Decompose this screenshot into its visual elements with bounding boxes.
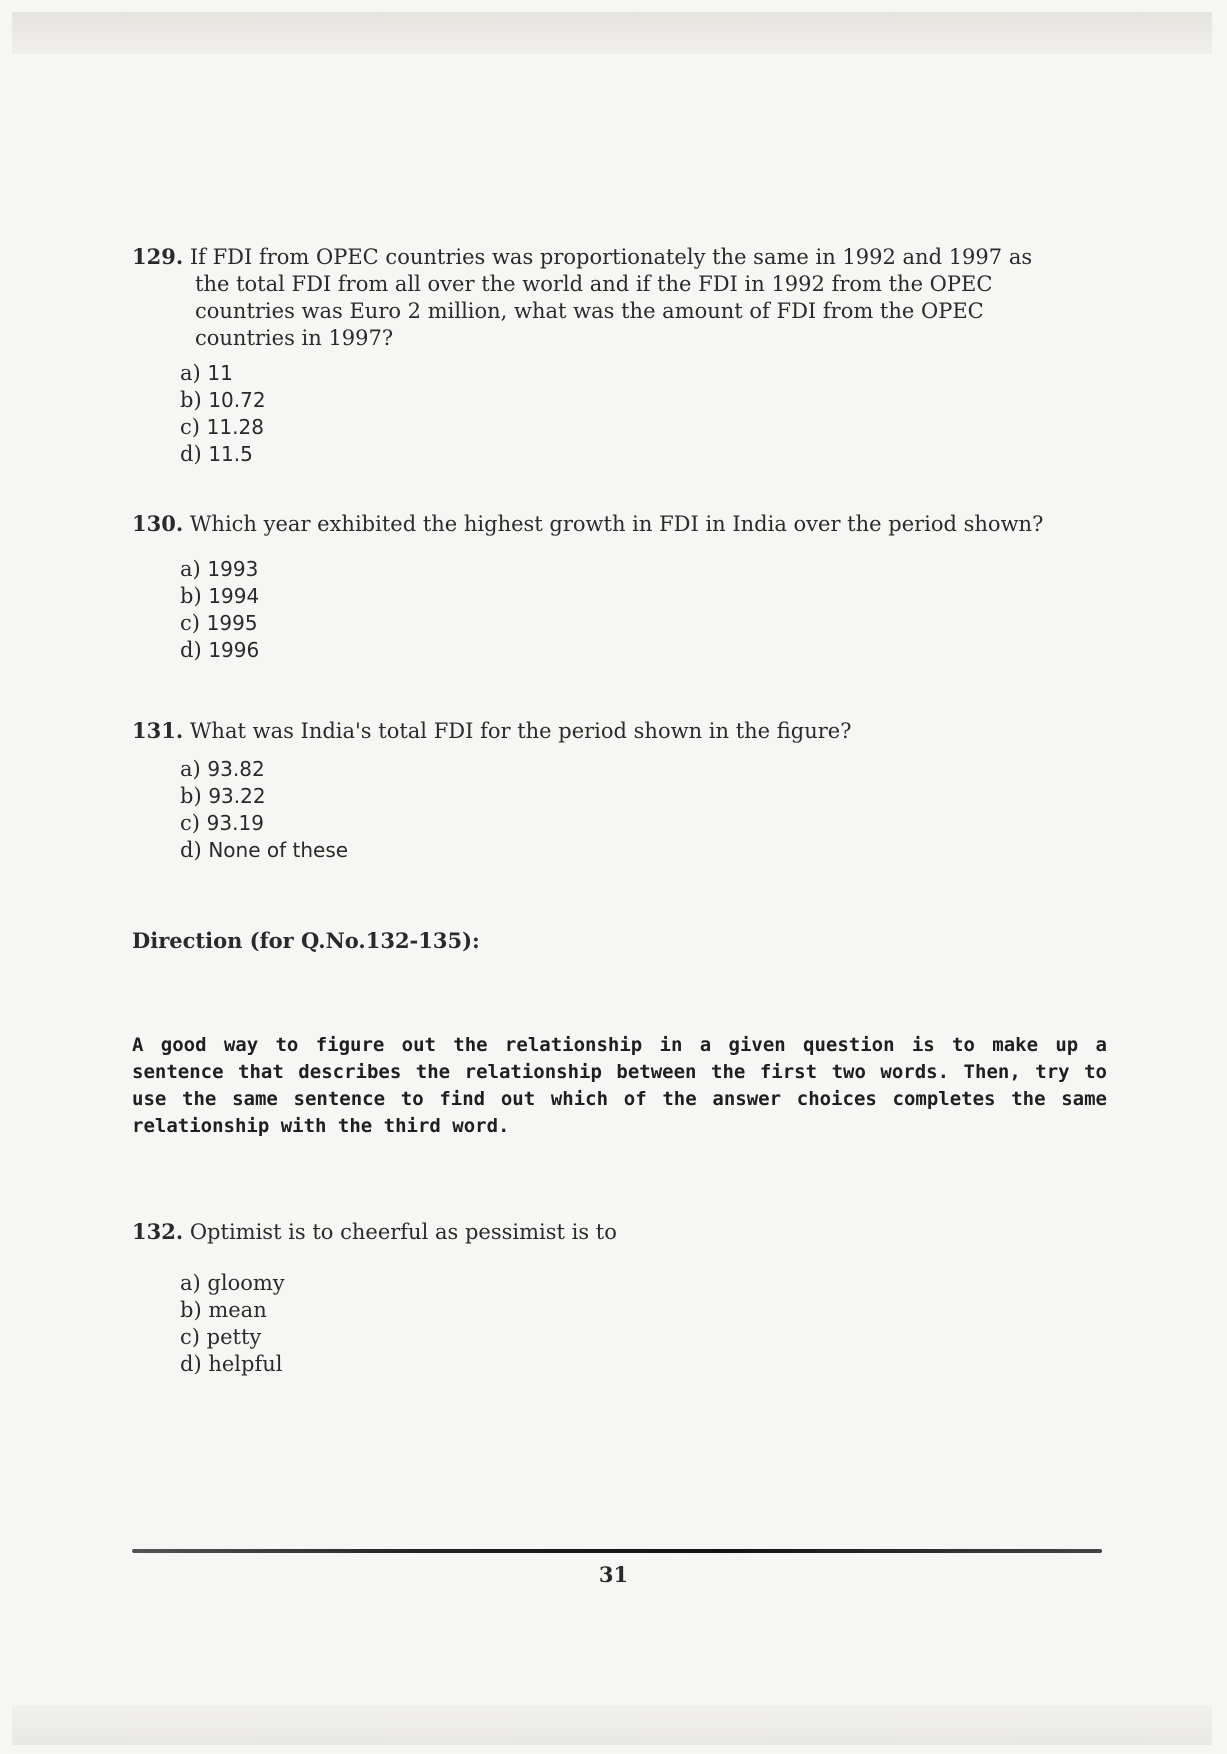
option-c: c) 1995 bbox=[180, 611, 258, 635]
question-stem: Which year exhibited the highest growth in FDI in India over the period shown? bbox=[189, 512, 1044, 536]
question-number: 130. bbox=[132, 511, 184, 536]
page-number: 31 bbox=[598, 1562, 629, 1587]
question-stem: Optimist is to cheerful as pessimist is to bbox=[189, 1220, 617, 1244]
instruction-paragraph: A good way to figure out the relationship in a given question is to make up a sentence that describes the relationship between the first two words. Then, try to use the same sentence to find out which of the answer choices completes the same relationship with the third word. bbox=[132, 1034, 1107, 1137]
question-number: 129. bbox=[132, 244, 184, 269]
option-b: b) 93.22 bbox=[180, 784, 266, 808]
question-number: 132. bbox=[132, 1219, 184, 1244]
question-129 bbox=[132, 243, 1092, 352]
options-132 bbox=[180, 1270, 285, 1378]
question-stem: What was India's total FDI for the period shown in the figure? bbox=[189, 719, 852, 743]
option-c: c) petty bbox=[180, 1325, 262, 1349]
options-130 bbox=[180, 556, 259, 664]
option-d: d) helpful bbox=[180, 1352, 283, 1376]
question-132 bbox=[132, 1218, 1092, 1246]
option-d: d) None of these bbox=[180, 838, 349, 862]
option-d: d) 11.5 bbox=[180, 442, 253, 466]
question-stem: countries in 1997? bbox=[195, 326, 394, 350]
question-130 bbox=[132, 510, 1092, 538]
footer-rule bbox=[132, 1549, 1102, 1553]
options-131 bbox=[180, 756, 348, 864]
options-129 bbox=[180, 360, 266, 468]
option-a: a) 11 bbox=[180, 361, 233, 385]
option-d: d) 1996 bbox=[180, 638, 260, 662]
option-b: b) mean bbox=[180, 1298, 267, 1322]
option-b: b) 1994 bbox=[180, 584, 260, 608]
option-a: a) 1993 bbox=[180, 557, 259, 581]
question-stem: the total FDI from all over the world and if the FDI in 1992 from the OPEC bbox=[195, 272, 993, 296]
question-stem: countries was Euro 2 million, what was the amount of FDI from the OPEC bbox=[195, 299, 984, 323]
question-131 bbox=[132, 717, 1092, 745]
option-b: b) 10.72 bbox=[180, 388, 266, 412]
question-number: 131. bbox=[132, 718, 184, 743]
option-a: a) 93.82 bbox=[180, 757, 265, 781]
scan-bottom-edge bbox=[12, 1705, 1212, 1745]
direction-heading: Direction (for Q.No.132-135): bbox=[132, 928, 480, 953]
question-stem: If FDI from OPEC countries was proportionately the same in 1992 and 1997 as bbox=[189, 245, 1033, 269]
option-c: c) 11.28 bbox=[180, 415, 264, 439]
option-c: c) 93.19 bbox=[180, 811, 264, 835]
scan-top-edge bbox=[12, 12, 1212, 54]
option-a: a) gloomy bbox=[180, 1271, 285, 1295]
